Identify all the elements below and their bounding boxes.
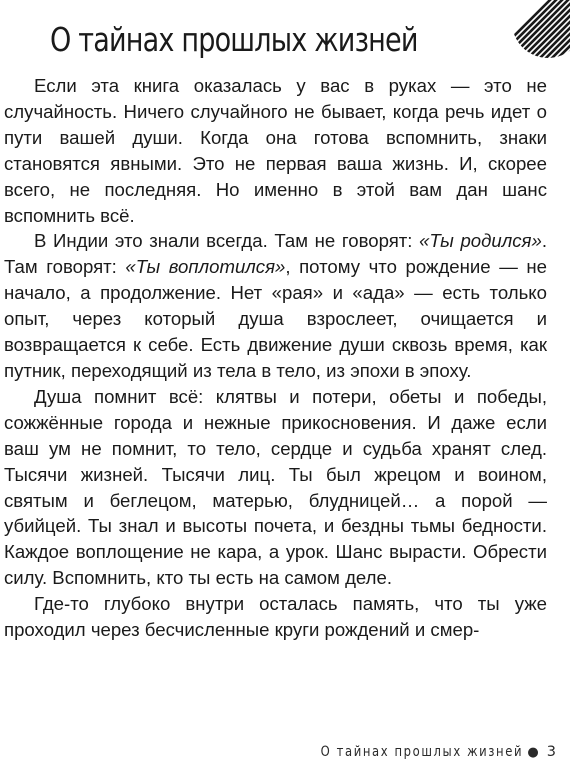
paragraph-3: Душа помнит всё: клятвы и потери, обеты и победы, сожжённые города и нежные прикосновения. И даже если ваш ум не помнит, то тело, сердце и судьба хранят след. Тысячи жизней. Тысячи лиц. Ты был жрецом и воином, святым и беглецом, матерью, блудницей… а порой — убийцей. Ты знал и высоты почета, и бездны тьмы бедности. Каждое воплощение не кара, а урок. Шанс вырасти. Обрести силу. Вспомнить, кто ты есть на самом деле. [4, 385, 547, 589]
chapter-header [0, 0, 570, 78]
page-number: 3 [546, 744, 556, 760]
paragraph-2 [4, 228, 547, 383]
chapter-body [4, 73, 547, 643]
paragraph-2-part-c: , потому что рождение — не начало, а продолжение. Нет «рая» и «ада» — есть только опыт, через который душа взрослеет, очищается и возвращается к себе. Есть движение души сквозь время, как путник, переходящий из тела в тело, из эпохи в эпоху. [4, 256, 547, 381]
quote-incarnated: «Ты воплотился» [125, 256, 286, 278]
quote-born: «Ты родился» [419, 230, 542, 252]
paragraph-1: Если эта книга оказалась у вас в руках — это не случайность. Ничего случайного не бывает, когда речь идет о пути вашей души. Когда она готова вспомнить, знаки становятся явными. Это не первая ваша жизнь. И, скорее всего, не последняя. Но именно в этой вам дан шанс вспомнить всё. [4, 75, 547, 226]
bullet-icon: ● [527, 745, 539, 760]
running-title: О тайнах прошлых жизней [320, 744, 524, 760]
paragraph-2-part-a: В Индии это знали всегда. Там не говорят: [34, 230, 420, 252]
paragraph-2-part-b: . Там говорят: [4, 230, 547, 278]
chapter-title: О тайнах прошлых жизней [50, 20, 418, 59]
striped-disc-icon [510, 0, 570, 60]
page-footer [270, 740, 556, 764]
paragraph-4: Где-то глубоко внутри осталась память, что ты уже проходил через бесчисленные круги рождений и смер- [4, 593, 547, 641]
